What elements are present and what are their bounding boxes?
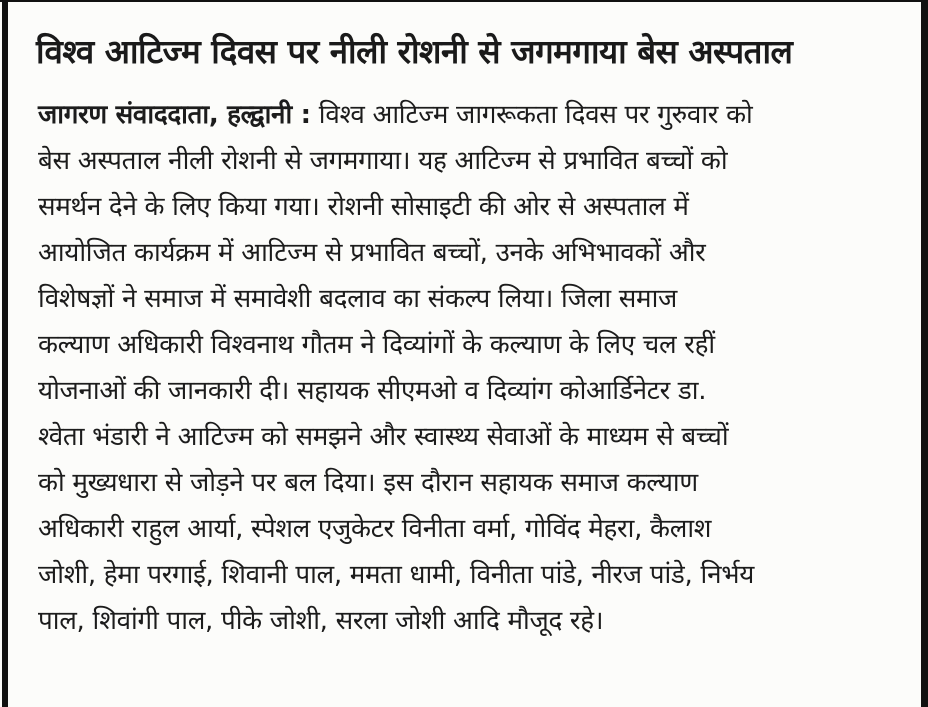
article-line-10: अधिकारी राहुल आर्या, स्पेशल एजुकेटर विनीता वर्मा, गोविंद मेहरा, कैलाश xyxy=(38,514,712,544)
clipping-top-border xyxy=(0,0,928,2)
article-line-7: योजनाओं की जानकारी दी। सहायक सीएमओ व दिव्यांग कोआर्डिनेटर डा. xyxy=(38,376,707,406)
article-line-9: को मुख्यधारा से जोड़ने पर बल दिया। इस दौरान सहायक समाज कल्याण xyxy=(38,468,698,498)
article-line-8: श्वेता भंडारी ने आटिज्म को समझने और स्वास्थ्य सेवाओं के माध्यम से बच्चों xyxy=(38,422,729,452)
article-line-11: जोशी, हेमा परगाई, शिवानी पाल, ममता धामी, विनीता पांडे, नीरज पांडे, निर्भय xyxy=(38,560,755,590)
article-line-1-text: विश्व आटिज्म जागरूकता दिवस पर गुरुवार को xyxy=(310,100,753,130)
article-line-12: पाल, शिवांगी पाल, पीके जोशी, सरला जोशी आदि मौजूद रहे। xyxy=(38,606,604,636)
article-line-1 xyxy=(38,92,908,138)
article-line-5: विशेषज्ञों ने समाज में समावेशी बदलाव का संकल्प लिया। जिला समाज xyxy=(38,284,678,314)
article-body xyxy=(38,92,908,644)
article-line-4: आयोजित कार्यक्रम में आटिज्म से प्रभावित बच्चों, उनके अभिभावकों और xyxy=(38,238,706,268)
clipping-left-border xyxy=(2,0,8,707)
article-line-2: बेस अस्पताल नीली रोशनी से जगमगाया। यह आटिज्म से प्रभावित बच्चों को xyxy=(38,146,728,176)
article-byline: जागरण संवाददाता, हल्द्वानी : xyxy=(38,100,311,130)
clipping-right-border xyxy=(921,0,928,707)
article-line-6: कल्याण अधिकारी विश्वनाथ गौतम ने दिव्यांगों के कल्याण के लिए चल रहीं xyxy=(38,330,715,360)
article-line-3: समर्थन देने के लिए किया गया। रोशनी सोसाइटी की ओर से अस्पताल में xyxy=(38,192,689,222)
article-headline: विश्व आटिज्म दिवस पर नीली रोशनी से जगमगाया बेस अस्पताल xyxy=(36,32,793,71)
